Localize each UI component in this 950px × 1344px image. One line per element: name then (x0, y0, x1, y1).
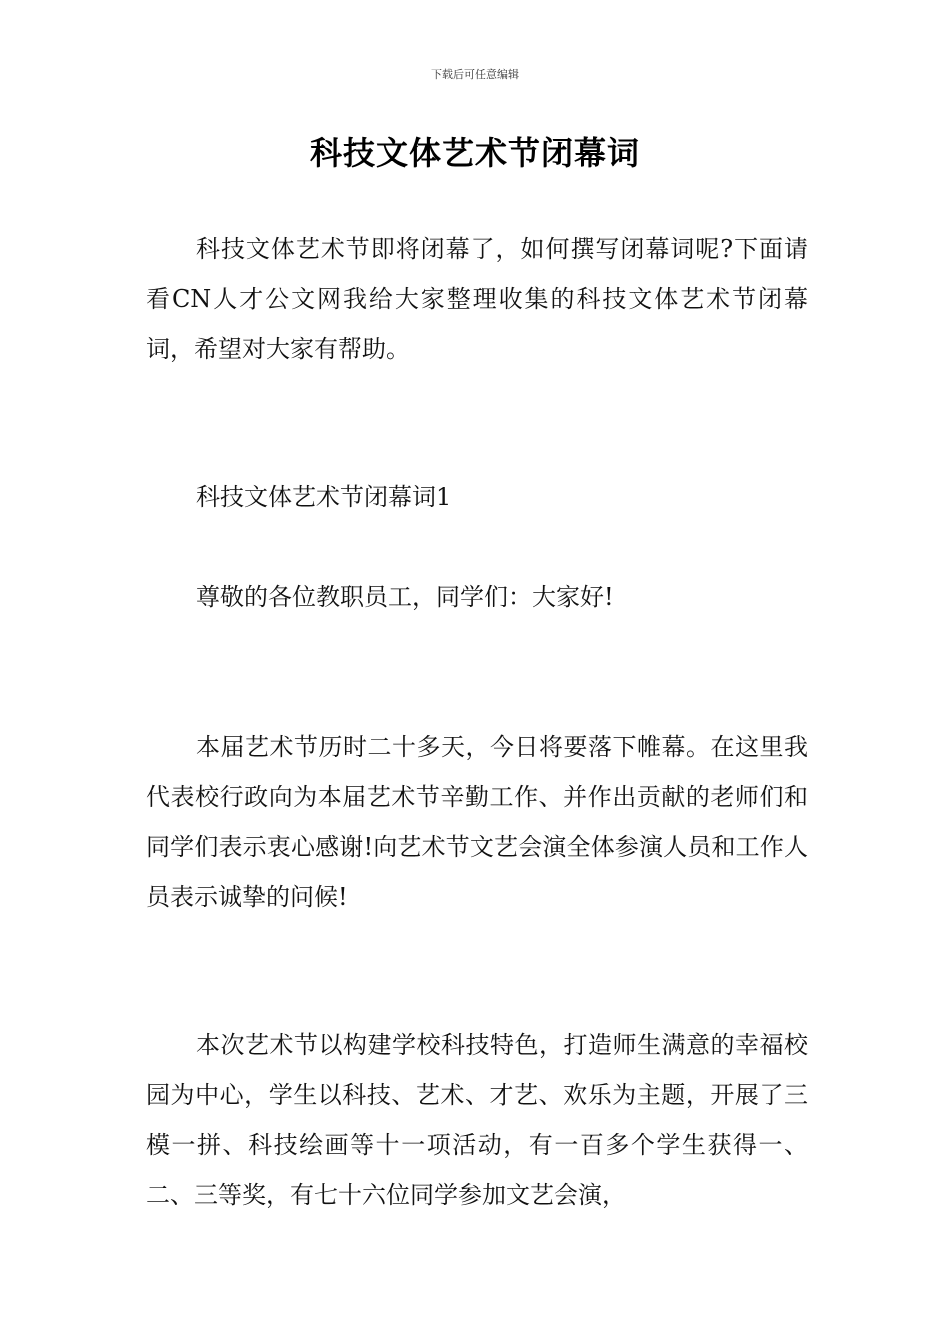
intro-paragraph: 科技文体艺术节即将闭幕了，如何撰写闭幕词呢?下面请看CN人才公文网我给大家整理收集的科技文体艺术节闭幕词，希望对大家有帮助。 (146, 235, 808, 363)
body-paragraph-1: 本届艺术节历时二十多天，今日将要落下帷幕。在这里我代表校行政向为本届艺术节辛勤工作、并作出贡献的老师们和同学们表示衷心感谢!向艺术节文艺会演全体参演人员和工作人员表示诚挚的问候! (146, 733, 808, 911)
body-paragraph-2: 本次艺术节以构建学校科技特色，打造师生满意的幸福校园为中心，学生以科技、艺术、才艺、欢乐为主题，开展了三模一拼、科技绘画等十一项活动，有一百多个学生获得一、二、三等奖，有七十六位同学参加文艺会演， (146, 1031, 808, 1209)
document-title: 科技文体艺术节闭幕词 (309, 134, 640, 172)
header-note: 下载后可任意编辑 (431, 68, 519, 81)
section-heading: 科技文体艺术节闭幕词1 (196, 483, 452, 511)
greeting-paragraph: 尊敬的各位教职员工，同学们：大家好! (196, 583, 614, 611)
